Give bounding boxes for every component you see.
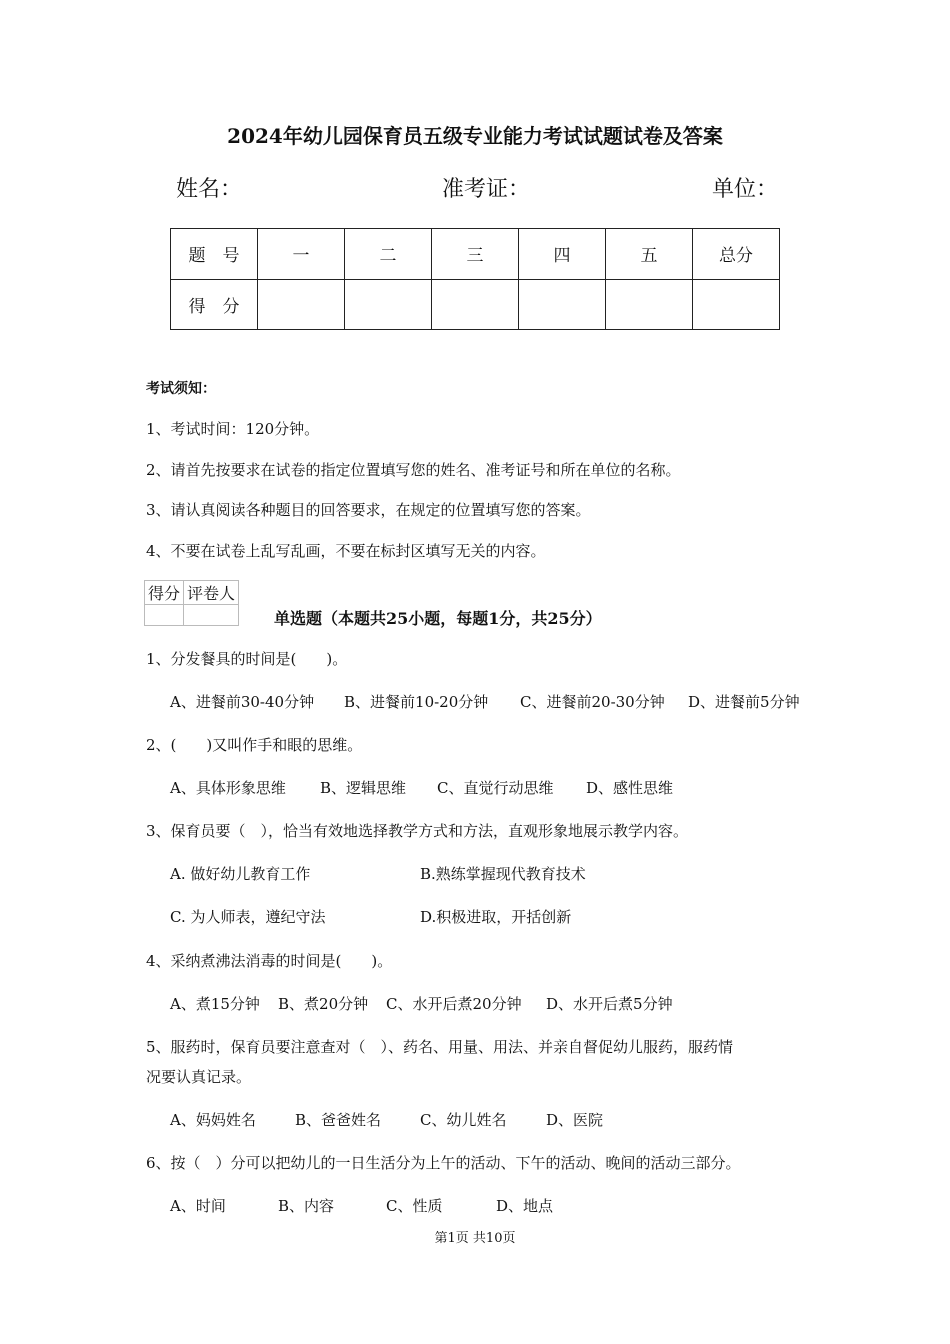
answer-option[interactable]: B、煮20分钟 (278, 995, 369, 1013)
score-cell[interactable] (432, 279, 519, 330)
answer-option[interactable]: D、医院 (546, 1111, 604, 1129)
answer-option[interactable]: B、逻辑思维 (320, 779, 407, 797)
answer-option[interactable]: D.积极进取，开括创新 (420, 908, 572, 926)
answer-option[interactable]: A、进餐前30-40分钟 (170, 693, 315, 711)
answer-option[interactable]: C、水开后煮20分钟 (386, 995, 522, 1013)
score-cell[interactable] (606, 279, 693, 330)
question-stem: 4、采纳煮沸法消毒的时间是( )。 (146, 952, 393, 970)
question-stem: 6、按（ ）分可以把幼儿的一日生活分为上午的活动、下午的活动、晚间的活动三部分。 (146, 1154, 741, 1172)
answer-option[interactable]: A、具体形象思维 (170, 779, 286, 797)
grader-reviewer-cell[interactable] (184, 605, 239, 626)
name-field-label: 姓名： (176, 177, 243, 202)
question-stem: 2、( )又叫作手和眼的思维。 (146, 736, 363, 754)
answer-option[interactable]: A. 做好幼儿教育工作 (170, 865, 311, 883)
score-header-cell: 四 (519, 229, 606, 280)
answer-option[interactable]: C、性质 (386, 1197, 443, 1215)
page-footer: 第1页 共10页 (434, 1231, 516, 1246)
answer-option[interactable]: C、进餐前20-30分钟 (520, 693, 665, 711)
document-title: 2024年幼儿园保育员五级专业能力考试试题试卷及答案 (227, 124, 723, 148)
answer-option[interactable]: D、进餐前5分钟 (688, 693, 800, 711)
answer-option[interactable]: D、感性思维 (586, 779, 674, 797)
answer-option[interactable]: D、地点 (496, 1197, 554, 1215)
score-cell[interactable] (519, 279, 606, 330)
notice-item: 4、不要在试卷上乱写乱画，不要在标封区填写无关的内容。 (146, 542, 546, 560)
answer-option[interactable]: D、水开后煮5分钟 (546, 995, 673, 1013)
section-title: 单选题（本题共25小题，每题1分，共25分） (274, 609, 602, 628)
unit-field-label: 单位： (712, 177, 779, 202)
notice-item: 2、请首先按要求在试卷的指定位置填写您的姓名、准考证号和所在单位的名称。 (146, 461, 681, 479)
grader-score-cell[interactable] (145, 605, 184, 626)
score-row-label: 得 分 (171, 279, 258, 330)
score-table-header-row (171, 229, 780, 280)
answer-option[interactable]: C. 为人师表，遵纪守法 (170, 908, 326, 926)
score-cell[interactable] (345, 279, 432, 330)
score-header-cell: 一 (258, 229, 345, 280)
question-stem: 3、保育员要（ ），恰当有效地选择教学方式和方法，直观形象地展示教学内容。 (146, 822, 689, 840)
score-cell[interactable] (693, 279, 780, 330)
exam-number-field-label: 准考证： (442, 177, 531, 202)
answer-option[interactable]: B.熟练掌握现代教育技术 (420, 865, 586, 883)
notice-item: 3、请认真阅读各种题目的回答要求，在规定的位置填写您的答案。 (146, 501, 591, 519)
score-header-cell: 五 (606, 229, 693, 280)
score-header-cell: 题 号 (171, 229, 258, 280)
answer-option[interactable]: C、幼儿姓名 (420, 1111, 507, 1129)
score-header-cell: 总分 (693, 229, 780, 280)
grader-score-label: 得分 (145, 581, 184, 605)
question-stem: 1、分发餐具的时间是( )。 (146, 650, 348, 668)
grader-reviewer-label: 评卷人 (184, 581, 239, 605)
score-header-cell: 二 (345, 229, 432, 280)
grader-box (144, 580, 239, 626)
answer-option[interactable]: B、进餐前10-20分钟 (344, 693, 489, 711)
answer-option[interactable]: A、妈妈姓名 (170, 1111, 256, 1129)
answer-option[interactable]: B、爸爸姓名 (295, 1111, 382, 1129)
question-stem-continued: 况要认真记录。 (146, 1068, 252, 1086)
notice-item: 1、考试时间：120分钟。 (146, 420, 320, 438)
answer-option[interactable]: C、直觉行动思维 (437, 779, 554, 797)
score-table-score-row (171, 279, 780, 330)
answer-option[interactable]: B、内容 (278, 1197, 335, 1215)
score-header-cell: 三 (432, 229, 519, 280)
score-table (170, 228, 780, 330)
answer-option[interactable]: A、时间 (170, 1197, 226, 1215)
notice-heading: 考试须知： (146, 381, 216, 397)
score-cell[interactable] (258, 279, 345, 330)
answer-option[interactable]: A、煮15分钟 (170, 995, 260, 1013)
question-stem: 5、服药时，保育员要注意查对（ ）、药名、用量、用法、并亲自督促幼儿服药，服药情 (146, 1038, 734, 1056)
